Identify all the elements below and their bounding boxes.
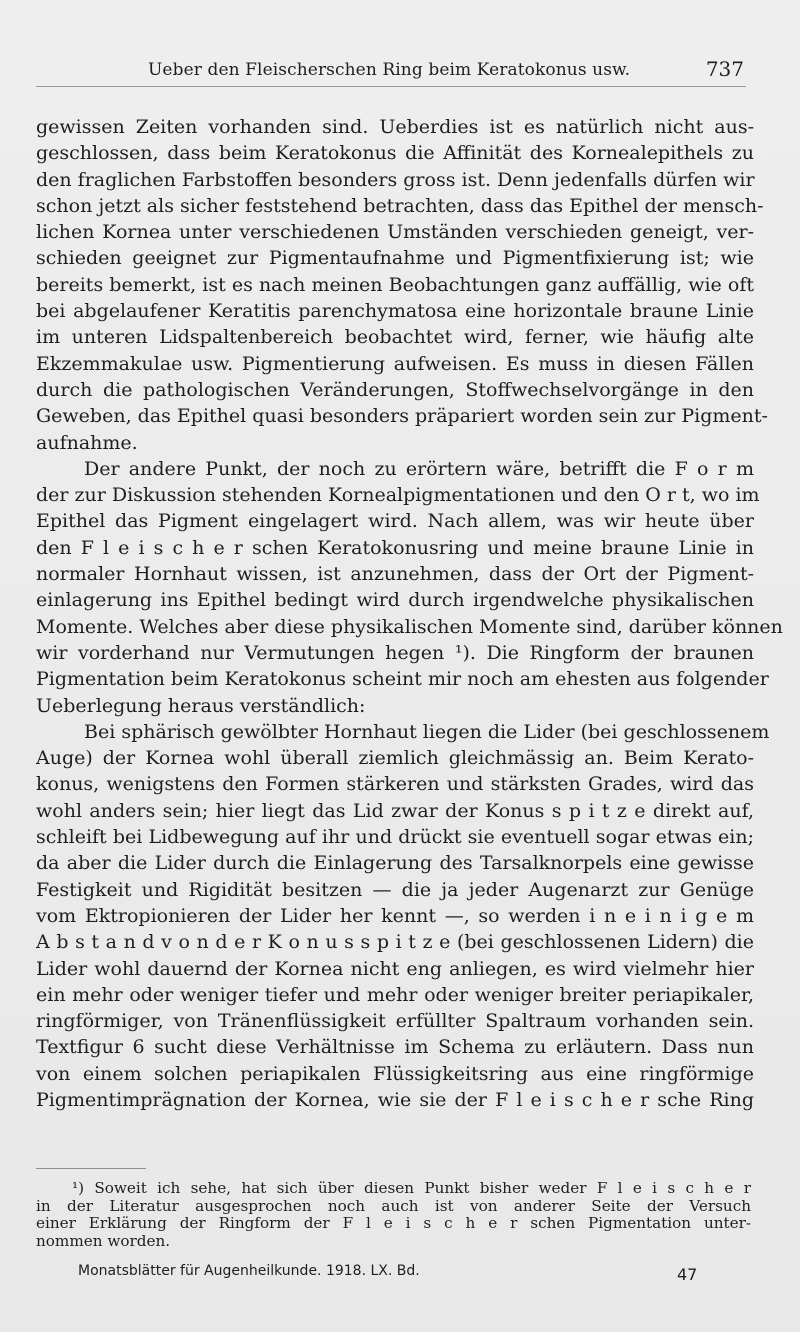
text-line: Textfigur 6 sucht diese Verhältnisse im Schema zu erläutern. Dass nun [36,1036,754,1059]
signature-number: 47 [677,1265,698,1284]
text-line: Momente. Welches aber diese physikalischen Momente sind, darüber können [36,615,783,638]
text-line: schon jetzt als sicher feststehend betrachten, dass das Epithel der mensch- [36,194,764,217]
footnote-divider [36,1168,146,1169]
text-line: Pigmentimprägnation der Kornea, wie sie der F l e i s c h e r sche Ring [36,1088,754,1111]
text-line: A b s t a n d v o n d e r K o n u s s p i t z e (bei geschlossenen Lidern) die [36,931,754,954]
text-line: schieden geeignet zur Pigmentaufnahme und Pigmentfixierung ist; wie [36,247,754,270]
text-line: wohl anders sein; hier liegt das Lid zwar der Konus s p i t z e direkt auf, [36,799,754,822]
text-line: ringförmiger, von Tränenflüssigkeit erfüllter Spaltraum vorhanden sein. [36,1010,754,1033]
text-line: Der andere Punkt, der noch zu erörtern wäre, betrifft die F o r m [84,457,754,480]
text-line: der zur Diskussion stehenden Kornealpigmentationen und den O r t, wo im [36,484,760,507]
footnote-line: in der Literatur ausgesprochen noch auch ist von anderer Seite der Versuch [36,1196,751,1215]
text-line: normaler Hornhaut wissen, ist anzunehmen, dass der Ort der Pigment- [36,563,754,586]
text-line: aufnahme. [36,431,138,454]
text-line: von einem solchen periapikalen Flüssigkeitsring aus eine ringförmige [36,1062,754,1085]
body-text [36,114,783,1113]
text-line: geschlossen, dass beim Keratokonus die Affinität des Kornealepithels zu [36,142,754,165]
text-line: wir vorderhand nur Vermutungen hegen ¹). Die Ringform der braunen [36,641,754,664]
text-line: bei abgelaufener Keratitis parenchymatosa eine horizontale braune Linie [36,300,754,323]
text-line: bereits bemerkt, ist es nach meinen Beobachtungen ganz auffällig, wie oft [36,273,754,296]
text-line: schleift bei Lidbewegung auf ihr und drückt sie eventuell sogar etwas ein; [36,826,754,849]
header-title: Ueber den Fleischerschen Ring beim Keratokonus usw. [148,60,631,80]
text-line: Ekzemmakulae usw. Pigmentierung aufweisen. Es muss in diesen Fällen [36,352,754,375]
text-line: konus, wenigstens den Formen stärkeren und stärksten Grades, wird das [36,773,754,796]
footnote-line: nommen worden. [36,1231,171,1250]
footnotes [36,1180,751,1250]
text-line: einlagerung ins Epithel bedingt wird durch irgendwelche physikalischen [36,589,754,612]
text-line: Ueberlegung heraus verständlich: [36,694,366,717]
text-line: Festigkeit und Rigidität besitzen — die ja jeder Augenarzt zur Genüge [36,878,754,901]
text-line: Epithel das Pigment eingelagert wird. Nach allem, was wir heute über [36,510,754,533]
text-line: durch die pathologischen Veränderungen, Stoffwechselvorgänge in den [36,378,754,401]
text-line: den fraglichen Farbstoffen besonders gross ist. Denn jedenfalls dürfen wir [36,168,755,191]
journal-source: Monatsblätter für Augenheilkunde. 1918. LX. Bd. [78,1263,420,1279]
text-line: gewissen Zeiten vorhanden sind. Ueberdies ist es natürlich nicht aus- [36,116,754,138]
text-line: ein mehr oder weniger tiefer und mehr oder weniger breiter periapikaler, [36,983,754,1006]
text-line: vom Ektropionieren der Lider her kennt —, so werden i n e i n i g e m [36,904,754,927]
footnote-line: einer Erklärung der Ringform der F l e i s c h e r schen Pigmentation unter- [36,1214,751,1233]
text-line: Lider wohl dauernd der Kornea nicht eng anliegen, es wird vielmehr hier [36,957,754,980]
page-number: 737 [705,57,744,81]
text-line: Bei sphärisch gewölbter Hornhaut liegen die Lider (bei geschlossenem [84,720,770,743]
running-header [36,58,746,87]
text-line: den F l e i s c h e r schen Keratokonusring und meine braune Linie in [36,536,754,559]
text-line: Auge) der Kornea wohl überall ziemlich gleichmässig an. Beim Kerato- [36,747,754,770]
footnote-line: ¹) Soweit ich sehe, hat sich über diesen Punkt bisher weder F l e i s c h e r [72,1179,751,1197]
text-line: Geweben, das Epithel quasi besonders präpariert worden sein zur Pigment- [36,405,768,428]
text-line: lichen Kornea unter verschiedenen Umständen verschieden geneigt, ver- [36,221,754,244]
text-line: im unteren Lidspaltenbereich beobachtet wird, ferner, wie häufig alte [36,326,754,349]
text-line: Pigmentation beim Keratokonus scheint mir noch am ehesten aus folgender [36,668,769,691]
text-line: da aber die Lider durch die Einlagerung des Tarsalknorpels eine gewisse [36,852,754,875]
